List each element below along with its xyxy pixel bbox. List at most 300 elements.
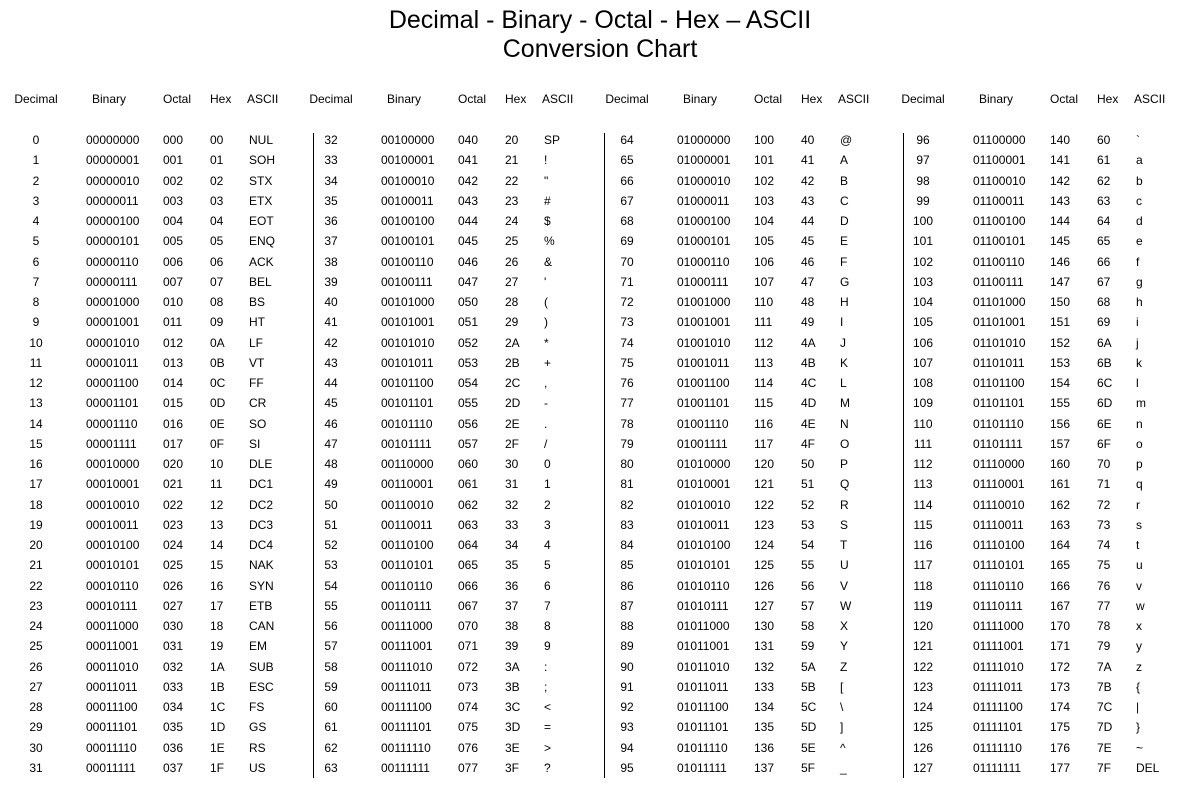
binary-cell: 00110010	[381, 497, 434, 512]
decimal-cell: 28	[29, 700, 43, 714]
hex-cell: 1F	[210, 760, 225, 775]
binary-cell: 00111000	[381, 619, 433, 633]
binary-cell: 00101101	[381, 396, 434, 411]
ascii-cell: SUB	[249, 659, 274, 674]
table-row	[301, 454, 601, 474]
binary-cell: 00111010	[381, 659, 433, 674]
header-binary: Binary	[387, 92, 422, 106]
decimal-cell: 60	[324, 700, 338, 714]
ascii-cell: Z	[840, 659, 848, 674]
binary-cell: 00001000	[86, 295, 140, 309]
table-row	[597, 393, 897, 413]
hex-cell: 50	[801, 457, 815, 471]
decimal-cell: 66	[620, 173, 634, 188]
binary-cell: 01010110	[677, 578, 730, 593]
table-row	[597, 717, 897, 737]
octal-cell: 002	[163, 173, 184, 188]
table-row	[893, 333, 1193, 353]
decimal-cell: 10	[29, 335, 43, 350]
decimal-cell: 61	[324, 720, 338, 735]
hex-cell: 4C	[801, 376, 817, 390]
binary-cell: 01011001	[677, 639, 730, 654]
table-row	[597, 697, 897, 717]
decimal-cell: 68	[620, 214, 634, 228]
ascii-cell: ^	[840, 740, 846, 755]
binary-cell: 00001101	[86, 396, 139, 411]
octal-cell: 113	[754, 355, 774, 370]
binary-cell: 01010010	[677, 497, 731, 512]
decimal-cell: 16	[29, 457, 43, 471]
header-row	[893, 89, 1193, 109]
octal-cell: 070	[458, 619, 479, 633]
hex-cell: 33	[505, 517, 519, 532]
ascii-cell: b	[1136, 173, 1143, 188]
hex-cell: 7F	[1097, 760, 1112, 775]
table-row	[597, 474, 897, 494]
decimal-cell: 22	[29, 578, 43, 593]
decimal-cell: 38	[324, 254, 338, 269]
ascii-cell: ETB	[249, 598, 273, 613]
octal-cell: 075	[458, 720, 479, 735]
ascii-cell: '	[544, 274, 547, 289]
decimal-cell: 37	[324, 234, 338, 249]
ascii-cell: 9	[544, 639, 551, 654]
decimal-cell: 47	[324, 436, 338, 451]
hex-cell: 2D	[505, 396, 521, 411]
table-row	[597, 272, 897, 292]
ascii-cell: f	[1136, 254, 1140, 269]
ascii-cell: z	[1136, 659, 1142, 674]
binary-cell: 00111001	[381, 639, 433, 654]
header-octal: Octal	[458, 92, 487, 106]
binary-cell: 00101110	[381, 416, 433, 431]
table-row	[301, 211, 601, 231]
decimal-cell: 41	[324, 315, 338, 330]
ascii-cell: J	[840, 335, 846, 350]
octal-cell: 115	[754, 396, 774, 411]
ascii-cell: 7	[544, 598, 551, 613]
binary-cell: 01111001	[973, 639, 1024, 654]
ascii-cell: SO	[249, 416, 267, 431]
header-row	[301, 89, 601, 109]
hex-cell: 40	[801, 133, 815, 147]
hex-cell: 57	[801, 598, 815, 613]
octal-cell: 013	[163, 355, 184, 370]
table-row	[597, 414, 897, 434]
binary-cell: 01011000	[677, 619, 730, 633]
decimal-cell: 62	[324, 740, 338, 755]
hex-cell: 48	[801, 295, 815, 309]
table-row	[301, 231, 601, 251]
table-row	[893, 393, 1193, 413]
octal-cell: 036	[163, 740, 184, 755]
binary-cell: 00111111	[381, 760, 430, 775]
hex-cell: 6B	[1097, 355, 1112, 370]
octal-cell: 155	[1050, 396, 1071, 411]
table-row	[301, 373, 601, 393]
binary-cell: 00000111	[86, 274, 138, 289]
hex-cell: 06	[210, 254, 224, 269]
binary-cell: 01111010	[973, 659, 1024, 674]
decimal-cell: 93	[620, 720, 634, 735]
decimal-cell: 27	[29, 679, 43, 694]
hex-cell: 34	[505, 538, 519, 552]
binary-cell: 01101001	[973, 315, 1026, 330]
table-row	[301, 171, 601, 191]
octal-cell: 072	[458, 659, 479, 674]
table-row	[6, 333, 306, 353]
hex-cell: 3A	[505, 659, 520, 674]
hex-cell: 2C	[505, 376, 521, 390]
header-ascii: ASCII	[1134, 92, 1166, 106]
decimal-cell: 32	[324, 133, 338, 147]
ascii-cell: S	[840, 517, 849, 532]
decimal-cell: 5	[32, 234, 40, 249]
table-row	[893, 191, 1193, 211]
table-row	[597, 657, 897, 677]
binary-cell: 01010000	[677, 457, 731, 471]
octal-cell: 055	[458, 396, 479, 411]
decimal-cell: 80	[620, 457, 634, 471]
octal-cell: 112	[754, 335, 774, 350]
hex-cell: 4E	[801, 416, 816, 431]
octal-cell: 122	[754, 497, 775, 512]
ascii-cell: BEL	[249, 274, 272, 289]
hex-cell: 65	[1097, 234, 1111, 249]
decimal-cell: 51	[324, 517, 338, 532]
ascii-cell: `	[1136, 133, 1140, 147]
ascii-cell: *	[544, 335, 549, 350]
table-row	[6, 515, 306, 535]
decimal-cell: 26	[29, 659, 43, 674]
decimal-cell: 116	[913, 538, 933, 552]
table-row	[597, 677, 897, 697]
table-row	[6, 636, 306, 656]
ascii-cell: p	[1136, 457, 1143, 471]
octal-cell: 021	[163, 477, 184, 492]
ascii-cell: SI	[249, 436, 261, 451]
binary-cell: 01000011	[677, 193, 730, 208]
hex-cell: 6F	[1097, 436, 1112, 451]
decimal-cell: 83	[620, 517, 634, 532]
ascii-cell: BS	[249, 295, 266, 309]
decimal-cell: 103	[912, 274, 934, 289]
ascii-cell: HT	[249, 315, 265, 330]
octal-cell: 005	[163, 234, 184, 249]
binary-cell: 01100101	[973, 234, 1026, 249]
ascii-cell: 4	[544, 538, 551, 552]
decimal-cell: 59	[324, 679, 338, 694]
decimal-cell: 72	[620, 295, 634, 309]
ascii-cell: a	[1136, 153, 1143, 168]
ascii-cell: ~	[1136, 740, 1144, 755]
binary-cell: 01111011	[973, 679, 1023, 694]
ascii-cell: d	[1136, 214, 1143, 228]
octal-cell: 147	[1050, 274, 1071, 289]
decimal-cell: 34	[324, 173, 338, 188]
octal-cell: 020	[163, 457, 184, 471]
ascii-cell: ,	[544, 376, 548, 390]
decimal-cell: 12	[29, 376, 43, 390]
octal-cell: 107	[754, 274, 775, 289]
ascii-cell: D	[840, 214, 849, 228]
ascii-cell: CR	[249, 396, 267, 411]
octal-cell: 061	[458, 477, 479, 492]
binary-cell: 00101100	[381, 376, 434, 390]
ascii-cell: y	[1136, 639, 1142, 654]
binary-cell: 01100111	[973, 274, 1024, 289]
ascii-cell: .	[544, 416, 548, 431]
hex-cell: 19	[210, 639, 224, 654]
header-decimal: Decimal	[901, 92, 945, 106]
table-row	[893, 515, 1193, 535]
table-row	[6, 596, 306, 616]
binary-cell: 00001111	[86, 436, 137, 451]
decimal-cell: 91	[620, 679, 634, 694]
octal-cell: 143	[1050, 193, 1071, 208]
octal-cell: 047	[458, 274, 479, 289]
binary-cell: 01110001	[973, 477, 1025, 492]
octal-cell: 025	[163, 558, 184, 573]
decimal-cell: 1	[32, 153, 40, 168]
octal-cell: 071	[458, 639, 479, 654]
octal-cell: 031	[163, 639, 184, 654]
table-row	[893, 717, 1193, 737]
decimal-cell: 85	[620, 558, 634, 573]
binary-cell: 01001010	[677, 335, 731, 350]
hex-cell: 25	[505, 234, 519, 249]
binary-cell: 00011010	[86, 659, 139, 674]
ascii-cell: r	[1136, 497, 1140, 512]
hex-cell: 45	[801, 234, 815, 249]
octal-cell: 131	[754, 639, 775, 654]
octal-cell: 125	[754, 558, 775, 573]
binary-cell: 01000000	[677, 133, 731, 147]
table-row	[6, 535, 306, 555]
decimal-cell: 113	[913, 477, 933, 492]
table-row	[597, 434, 897, 454]
binary-cell: 00011100	[86, 700, 138, 714]
hex-cell: 6D	[1097, 396, 1113, 411]
binary-cell: 00100101	[381, 234, 435, 249]
decimal-cell: 14	[29, 416, 43, 431]
ascii-cell: "	[544, 173, 549, 188]
hex-cell: 49	[801, 315, 815, 330]
ascii-cell: GS	[249, 720, 267, 735]
ascii-cell: US	[249, 760, 266, 775]
table-row	[6, 616, 306, 636]
decimal-cell: 69	[620, 234, 634, 249]
octal-cell: 105	[754, 234, 775, 249]
table-row	[301, 312, 601, 332]
hex-cell: 44	[801, 214, 815, 228]
hex-cell: 5F	[801, 760, 816, 775]
ascii-cell: Q	[840, 477, 850, 492]
octal-cell: 041	[458, 153, 479, 168]
octal-cell: 174	[1050, 700, 1071, 714]
binary-cell: 01000110	[677, 254, 730, 269]
decimal-cell: 67	[620, 193, 634, 208]
decimal-cell: 65	[620, 153, 634, 168]
hex-cell: 43	[801, 193, 815, 208]
octal-cell: 053	[458, 355, 479, 370]
ascii-cell: EM	[249, 639, 267, 654]
binary-cell: 01001100	[677, 376, 730, 390]
octal-cell: 146	[1050, 254, 1071, 269]
decimal-cell: 40	[324, 295, 338, 309]
ascii-cell: j	[1136, 335, 1139, 350]
ascii-cell: !	[544, 153, 548, 168]
table-row	[301, 191, 601, 211]
decimal-cell: 104	[912, 295, 934, 309]
decimal-cell: 124	[912, 700, 934, 714]
hex-cell: 46	[801, 254, 815, 269]
octal-cell: 141	[1050, 153, 1071, 168]
octal-cell: 142	[1050, 173, 1071, 188]
hex-cell: 15	[210, 558, 224, 573]
decimal-cell: 46	[324, 416, 338, 431]
hex-cell: 4A	[801, 335, 816, 350]
hex-cell: 5C	[801, 700, 817, 714]
hex-cell: 0C	[210, 376, 226, 390]
hex-cell: 67	[1097, 274, 1111, 289]
ascii-cell: >	[544, 740, 552, 755]
decimal-cell: 77	[620, 396, 634, 411]
table-row	[6, 677, 306, 697]
table-row	[6, 434, 306, 454]
table-row	[597, 596, 897, 616]
binary-cell: 00110111	[381, 598, 432, 613]
table-row	[301, 333, 601, 353]
ascii-cell: E	[840, 234, 849, 249]
ascii-cell: DC1	[249, 477, 274, 492]
hex-cell: 3B	[505, 679, 520, 694]
octal-cell: 016	[163, 416, 184, 431]
octal-cell: 135	[754, 720, 775, 735]
binary-cell: 00100111	[381, 274, 433, 289]
binary-cell: 01101110	[973, 416, 1024, 431]
table-row	[893, 758, 1193, 778]
hex-cell: 36	[505, 578, 519, 593]
binary-cell: 00000010	[86, 173, 140, 188]
ascii-cell: R	[840, 497, 849, 512]
octal-cell: 044	[458, 214, 479, 228]
ascii-cell: F	[840, 254, 848, 269]
binary-cell: 01011110	[677, 740, 728, 755]
decimal-cell: 108	[912, 376, 934, 390]
hex-cell: 32	[505, 497, 519, 512]
binary-cell: 01111100	[973, 700, 1023, 714]
table-row	[893, 211, 1193, 231]
octal-cell: 132	[754, 659, 775, 674]
octal-cell: 022	[163, 497, 184, 512]
table-row	[893, 474, 1193, 494]
octal-cell: 160	[1050, 457, 1071, 471]
ascii-cell: ESC	[249, 679, 274, 694]
hex-cell: 4B	[801, 355, 816, 370]
decimal-cell: 122	[912, 659, 934, 674]
hex-cell: 42	[801, 173, 815, 188]
ascii-cell: P	[840, 457, 849, 471]
ascii-cell: =	[544, 720, 552, 735]
hex-cell: 16	[210, 578, 224, 593]
octal-cell: 140	[1050, 133, 1071, 147]
octal-cell: 054	[458, 376, 479, 390]
binary-cell: 01000001	[677, 153, 731, 168]
table-row	[6, 495, 306, 515]
hex-cell: 23	[505, 193, 519, 208]
hex-cell: 2B	[505, 355, 520, 370]
table-row	[301, 414, 601, 434]
binary-cell: 01100011	[973, 193, 1025, 208]
octal-cell: 150	[1050, 295, 1071, 309]
ascii-cell: g	[1136, 274, 1143, 289]
ascii-cell: e	[1136, 234, 1143, 249]
decimal-cell: 100	[912, 214, 934, 228]
binary-cell: 01110100	[973, 538, 1025, 552]
table-row	[893, 738, 1193, 758]
ascii-cell: SP	[544, 133, 561, 147]
binary-cell: 01000111	[677, 274, 729, 289]
decimal-cell: 11	[29, 355, 43, 370]
binary-cell: 01101000	[973, 295, 1026, 309]
decimal-cell: 71	[620, 274, 634, 289]
decimal-cell: 17	[29, 477, 43, 492]
hex-cell: 2A	[505, 335, 520, 350]
octal-cell: 136	[754, 740, 775, 755]
table-row	[301, 272, 601, 292]
ascii-cell: &	[544, 254, 553, 269]
ascii-cell: 3	[544, 517, 551, 532]
binary-cell: 01100110	[973, 254, 1025, 269]
octal-cell: 042	[458, 173, 479, 188]
ascii-cell: 2	[544, 497, 551, 512]
ascii-cell: v	[1136, 578, 1142, 593]
table-row	[893, 312, 1193, 332]
octal-cell: 010	[163, 295, 184, 309]
hex-cell: 01	[210, 153, 224, 168]
octal-cell: 124	[754, 538, 775, 552]
hex-cell: 63	[1097, 193, 1111, 208]
table-row	[597, 616, 897, 636]
binary-cell: 00111100	[381, 700, 432, 714]
octal-cell: 012	[163, 335, 184, 350]
binary-cell: 01011100	[677, 700, 729, 714]
decimal-cell: 97	[916, 153, 930, 168]
octal-cell: 173	[1050, 679, 1071, 694]
decimal-cell: 6	[32, 254, 40, 269]
octal-cell: 001	[163, 153, 184, 168]
decimal-cell: 120	[912, 619, 934, 633]
hex-cell: 20	[505, 133, 519, 147]
octal-cell: 003	[163, 193, 184, 208]
binary-cell: 00100011	[381, 193, 434, 208]
table-row	[597, 373, 897, 393]
binary-cell: 01001101	[677, 396, 730, 411]
ascii-cell: U	[840, 558, 849, 573]
hex-cell: 4F	[801, 436, 816, 451]
decimal-cell: 53	[324, 558, 338, 573]
hex-cell: 71	[1097, 477, 1111, 492]
decimal-cell: 20	[29, 538, 43, 552]
decimal-cell: 81	[620, 477, 634, 492]
header-hex: Hex	[505, 92, 527, 106]
ascii-cell: {	[1136, 679, 1141, 694]
hex-cell: 52	[801, 497, 815, 512]
decimal-cell: 54	[324, 578, 338, 593]
hex-cell: 7A	[1097, 659, 1112, 674]
octal-cell: 176	[1050, 740, 1071, 755]
